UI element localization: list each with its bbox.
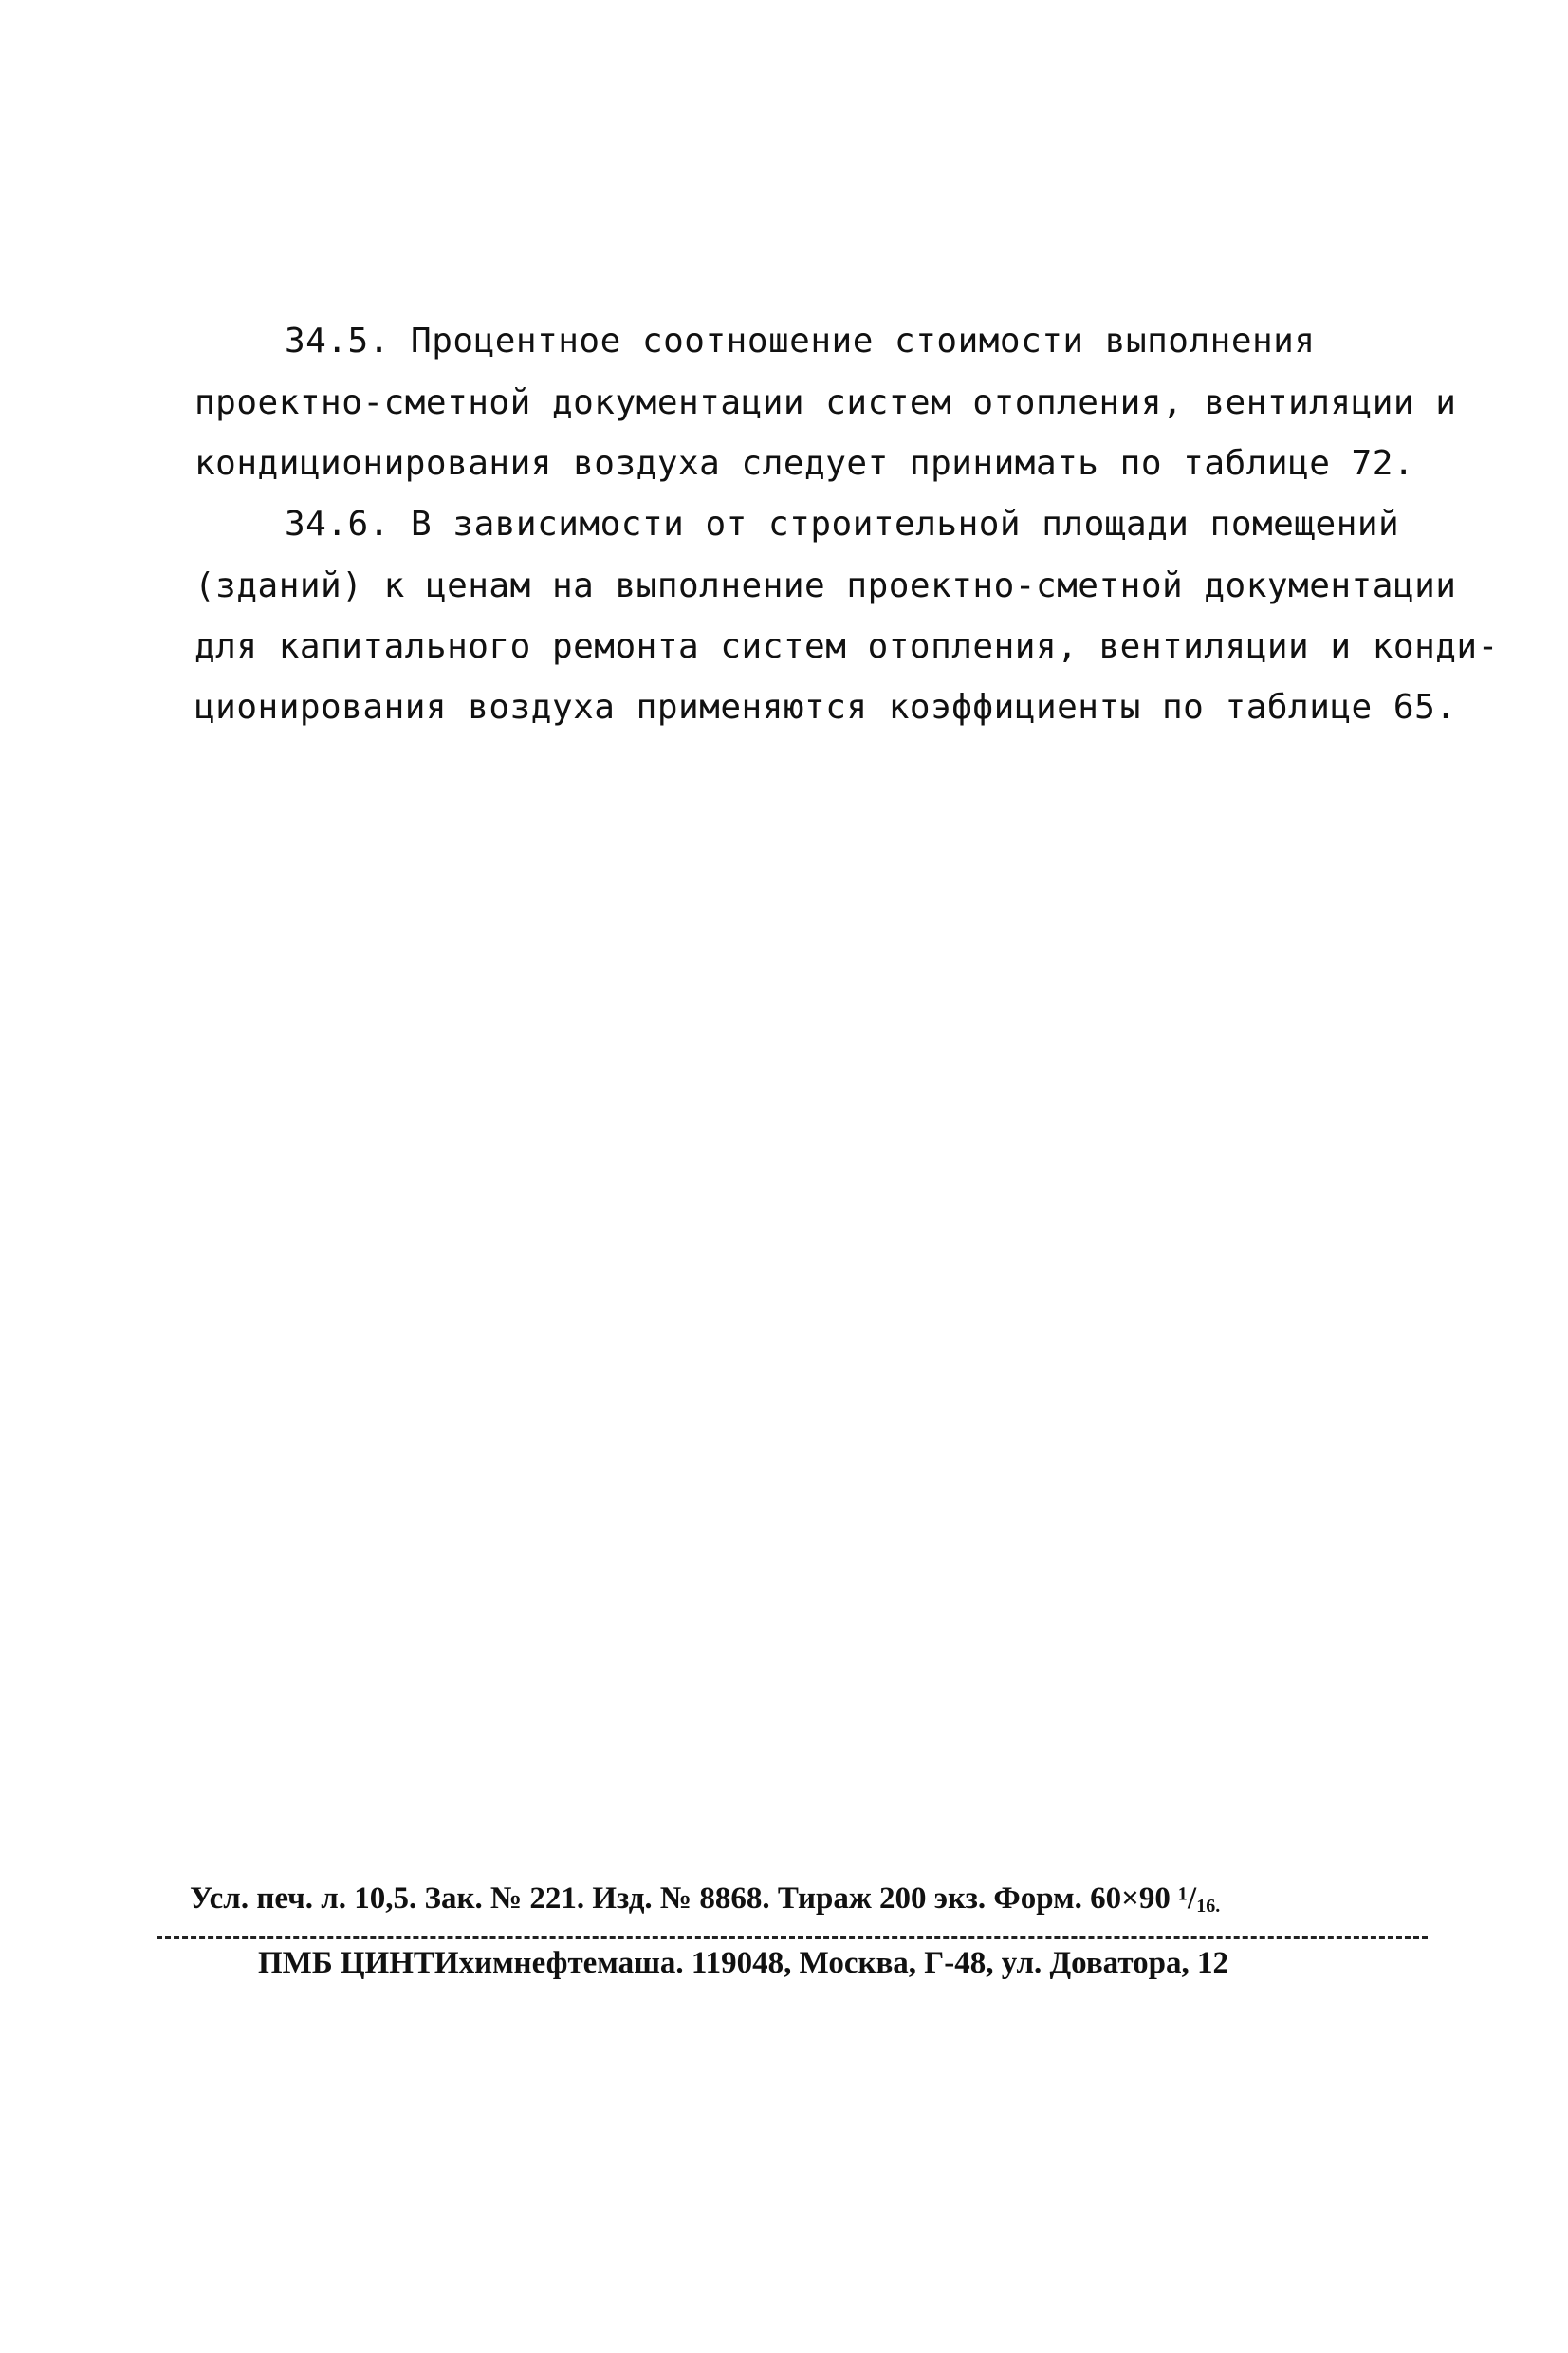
imprint-divider	[157, 1936, 1428, 1939]
imprint-publisher-address: ПМБ ЦИНТИхимнефтемаша. 119048, Москва, Г-48, ул. Доватора, 12	[258, 1946, 1228, 1980]
imprint-print-details	[190, 1878, 1220, 1927]
paragraph-34-5-line-1: 34.5. Процентное соотношение стоимости выполнения	[285, 322, 1316, 361]
paragraph-34-5-line-3: кондиционирования воздуха следует принимать по таблице 72.	[194, 444, 1415, 483]
imprint-print-details-text: Усл. печ. л. 10,5. Зак. № 221. Изд. № 8868. Тираж 200 экз. Форм. 60×90 ¹/	[190, 1881, 1197, 1916]
imprint-format-fraction: 16.	[1196, 1896, 1221, 1917]
paragraph-34-5-line-2: проектно-сметной документации систем отопления, вентиляции и	[194, 383, 1457, 422]
paragraph-34-6-line-3: для капитального ремонта систем отопления, вентиляции и конди-	[194, 627, 1499, 666]
paragraph-34-6-line-1: 34.6. В зависимости от строительной площади помещений	[285, 505, 1400, 544]
paragraph-34-6-line-4: ционирования воздуха применяются коэффициенты по таблице 65.	[194, 688, 1457, 727]
paragraph-34-6-line-2: (зданий) к ценам на выполнение проектно-сметной документации	[194, 566, 1457, 605]
